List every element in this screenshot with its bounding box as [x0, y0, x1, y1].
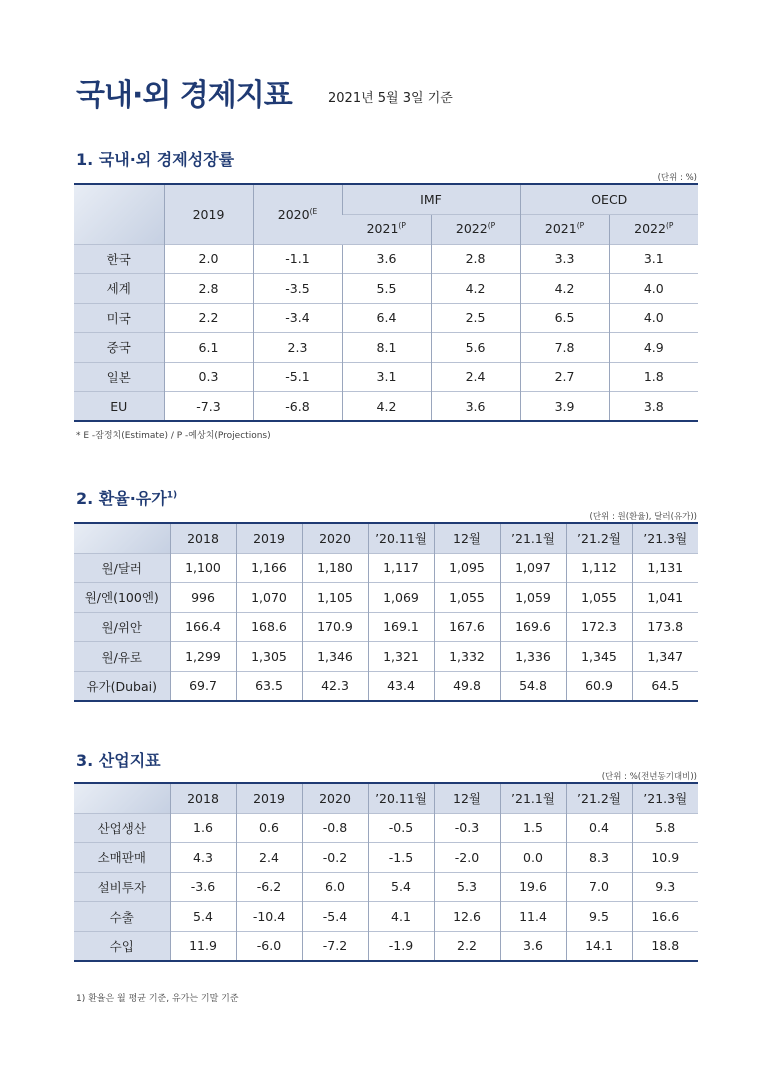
- table-cell: 0.6: [236, 813, 302, 843]
- col-header: ’21.3월: [632, 523, 698, 553]
- table-cell: 1,117: [368, 553, 434, 583]
- table-cell: 2.7: [520, 362, 609, 392]
- table-cell: 1,069: [368, 583, 434, 613]
- table-cell: 1,305: [236, 642, 302, 672]
- table-cell: 7.8: [520, 333, 609, 363]
- table-cell: -5.1: [253, 362, 342, 392]
- industry-row: [74, 843, 698, 873]
- row-header: 세계: [74, 274, 164, 304]
- row-header: 수출: [74, 902, 170, 932]
- growth-rate-table: [74, 183, 698, 422]
- table-cell: 1,321: [368, 642, 434, 672]
- table-cell: 1,105: [302, 583, 368, 613]
- table-cell: 168.6: [236, 612, 302, 642]
- table-cell: 6.5: [520, 303, 609, 333]
- table-cell: -2.0: [434, 843, 500, 873]
- table-cell: 0.3: [164, 362, 253, 392]
- table-cell: -5.4: [302, 902, 368, 932]
- table-cell: -6.8: [253, 392, 342, 422]
- table-cell: 1.6: [170, 813, 236, 843]
- col-header: 12월: [434, 783, 500, 813]
- table-cell: 18.8: [632, 931, 698, 961]
- table-cell: 5.4: [368, 872, 434, 902]
- section-3-title: 3. 산업지표: [76, 751, 161, 770]
- table-cell: 1,332: [434, 642, 500, 672]
- table-cell: 1.5: [500, 813, 566, 843]
- col-header: 2020: [302, 783, 368, 813]
- table-cell: 69.7: [170, 671, 236, 701]
- table-cell: 173.8: [632, 612, 698, 642]
- col-header: 2019: [236, 783, 302, 813]
- table-cell: 54.8: [500, 671, 566, 701]
- row-header: 원/엔(100엔): [74, 583, 170, 613]
- table-cell: 4.3: [170, 843, 236, 873]
- table-cell: 1,059: [500, 583, 566, 613]
- table-cell: 1,131: [632, 553, 698, 583]
- table-cell: 4.2: [342, 392, 431, 422]
- table-cell: 1,347: [632, 642, 698, 672]
- col-header-oecd: OECD: [520, 184, 698, 214]
- table-cell: 6.1: [164, 333, 253, 363]
- table-cell: 11.4: [500, 902, 566, 932]
- row-header: 원/위안: [74, 612, 170, 642]
- table-cell: 1,336: [500, 642, 566, 672]
- table-cell: 169.1: [368, 612, 434, 642]
- exchange-row: [74, 642, 698, 672]
- growth-row: [74, 392, 698, 422]
- table-cell: 11.9: [170, 931, 236, 961]
- table-cell: -1.5: [368, 843, 434, 873]
- table-cell: 172.3: [566, 612, 632, 642]
- table-cell: 2.4: [431, 362, 520, 392]
- table-cell: -0.5: [368, 813, 434, 843]
- col-header: ’21.1월: [500, 523, 566, 553]
- table-cell: 2.3: [253, 333, 342, 363]
- table-cell: 1,180: [302, 553, 368, 583]
- table-cell: 2.8: [164, 274, 253, 304]
- section-1-title: 1. 국내·외 경제성장률: [76, 150, 235, 169]
- table-cell: -0.2: [302, 843, 368, 873]
- table-cell: -7.2: [302, 931, 368, 961]
- growth-row: [74, 362, 698, 392]
- reference-date: 2021년 5월 3일 기준: [328, 91, 453, 106]
- table-cell: 4.0: [609, 274, 698, 304]
- table-cell: -3.6: [170, 872, 236, 902]
- row-header: 원/유로: [74, 642, 170, 672]
- table-cell: 3.6: [342, 244, 431, 274]
- table-cell: 3.8: [609, 392, 698, 422]
- col-header-2020: $2020^{(E}$: [253, 184, 342, 244]
- row-header: 설비투자: [74, 872, 170, 902]
- table-cell: 6.0: [302, 872, 368, 902]
- page-title: 국내·외 경제지표: [76, 78, 292, 113]
- table-cell: 166.4: [170, 612, 236, 642]
- growth-row: [74, 333, 698, 363]
- col-header-oecd-2021: $2021^{(P}$: [520, 214, 609, 244]
- col-header: ’21.2월: [566, 783, 632, 813]
- table-corner: [74, 184, 164, 244]
- table-cell: 42.3: [302, 671, 368, 701]
- industry-row: [74, 813, 698, 843]
- table-cell: 49.8: [434, 671, 500, 701]
- table-cell: 5.4: [170, 902, 236, 932]
- table-cell: -7.3: [164, 392, 253, 422]
- table-cell: 1,100: [170, 553, 236, 583]
- col-header-imf-2021: $2021^{(P}$: [342, 214, 431, 244]
- row-header: 한국: [74, 244, 164, 274]
- table-cell: 0.0: [500, 843, 566, 873]
- table-cell: 8.1: [342, 333, 431, 363]
- exchange-row: [74, 583, 698, 613]
- col-header: ’20.11월: [368, 523, 434, 553]
- row-header: 미국: [74, 303, 164, 333]
- table-cell: 1,299: [170, 642, 236, 672]
- section-1-note: * E -잠정치(Estimate) / P -예상치(Projections): [76, 431, 271, 441]
- table-cell: 3.9: [520, 392, 609, 422]
- table-cell: 64.5: [632, 671, 698, 701]
- col-header-imf: IMF: [342, 184, 520, 214]
- table-cell: 3.6: [431, 392, 520, 422]
- table-cell: 167.6: [434, 612, 500, 642]
- exchange-row: [74, 612, 698, 642]
- row-header: 산업생산: [74, 813, 170, 843]
- col-header: ’21.3월: [632, 783, 698, 813]
- table-cell: 170.9: [302, 612, 368, 642]
- table-cell: 1,095: [434, 553, 500, 583]
- row-header: 원/달러: [74, 553, 170, 583]
- table-cell: 8.3: [566, 843, 632, 873]
- table-cell: 4.2: [520, 274, 609, 304]
- col-header: 12월: [434, 523, 500, 553]
- col-header: ’20.11월: [368, 783, 434, 813]
- table-cell: 5.3: [434, 872, 500, 902]
- table-cell: 7.0: [566, 872, 632, 902]
- table-cell: 1,166: [236, 553, 302, 583]
- industry-row: [74, 931, 698, 961]
- table-cell: -6.2: [236, 872, 302, 902]
- row-header: 일본: [74, 362, 164, 392]
- table-cell: 3.1: [342, 362, 431, 392]
- table-cell: 14.1: [566, 931, 632, 961]
- table-cell: 1,097: [500, 553, 566, 583]
- table-cell: 4.9: [609, 333, 698, 363]
- col-header-2019: 2019: [164, 184, 253, 244]
- row-header: 소매판매: [74, 843, 170, 873]
- table-cell: 1,055: [434, 583, 500, 613]
- table-cell: 6.4: [342, 303, 431, 333]
- table-cell: 9.5: [566, 902, 632, 932]
- table-cell: 1,070: [236, 583, 302, 613]
- table-cell: 4.1: [368, 902, 434, 932]
- table-cell: -0.3: [434, 813, 500, 843]
- table-cell: 1,346: [302, 642, 368, 672]
- table-cell: 9.3: [632, 872, 698, 902]
- table-cell: 169.6: [500, 612, 566, 642]
- col-header-oecd-2022: $2022^{(P}$: [609, 214, 698, 244]
- table-cell: 2.2: [434, 931, 500, 961]
- table-cell: 2.4: [236, 843, 302, 873]
- section-2-unit: (단위 : 원(환율), 달러(유가)): [589, 512, 697, 522]
- footnote: 1) 환율은 월 평균 기준, 유가는 기말 기준: [76, 994, 239, 1004]
- table-cell: 5.6: [431, 333, 520, 363]
- table-cell: 12.6: [434, 902, 500, 932]
- row-header: 유가(Dubai): [74, 671, 170, 701]
- growth-row: [74, 244, 698, 274]
- table-cell: -10.4: [236, 902, 302, 932]
- table-cell: 3.6: [500, 931, 566, 961]
- growth-row: [74, 303, 698, 333]
- row-header: 수입: [74, 931, 170, 961]
- table-cell: -6.0: [236, 931, 302, 961]
- table-cell: 2.2: [164, 303, 253, 333]
- table-cell: -3.4: [253, 303, 342, 333]
- table-cell: 1.8: [609, 362, 698, 392]
- table-cell: 16.6: [632, 902, 698, 932]
- row-header: 중국: [74, 333, 164, 363]
- table-cell: 1,041: [632, 583, 698, 613]
- table-cell: -1.1: [253, 244, 342, 274]
- table-cell: 3.3: [520, 244, 609, 274]
- table-cell: 1,055: [566, 583, 632, 613]
- industry-indicator-table: [74, 782, 698, 962]
- table-cell: 43.4: [368, 671, 434, 701]
- exchange-rate-table: [74, 522, 698, 702]
- col-header: 2018: [170, 783, 236, 813]
- col-header: 2018: [170, 523, 236, 553]
- col-header: 2020: [302, 523, 368, 553]
- table-cell: 996: [170, 583, 236, 613]
- exchange-row: [74, 671, 698, 701]
- section-2-title: 2. 환율·유가$^{1)}$: [76, 489, 178, 508]
- footnote-marker: 1): [166, 490, 178, 501]
- table-cell: 60.9: [566, 671, 632, 701]
- table-cell: -1.9: [368, 931, 434, 961]
- table-cell: 63.5: [236, 671, 302, 701]
- table-cell: 1,112: [566, 553, 632, 583]
- table-cell: 2.5: [431, 303, 520, 333]
- row-header: EU: [74, 392, 164, 422]
- section-3-unit: (단위 : %(전년동기대비)): [601, 772, 697, 782]
- table-cell: 10.9: [632, 843, 698, 873]
- table-cell: 3.1: [609, 244, 698, 274]
- industry-row: [74, 902, 698, 932]
- growth-row: [74, 274, 698, 304]
- exchange-row: [74, 553, 698, 583]
- table-corner: [74, 523, 170, 553]
- table-cell: 0.4: [566, 813, 632, 843]
- col-header: 2019: [236, 523, 302, 553]
- table-cell: 4.2: [431, 274, 520, 304]
- table-cell: 2.0: [164, 244, 253, 274]
- section-1-unit: (단위 : %): [657, 173, 697, 183]
- table-cell: 5.5: [342, 274, 431, 304]
- table-cell: 1,345: [566, 642, 632, 672]
- col-header: ’21.2월: [566, 523, 632, 553]
- table-cell: -0.8: [302, 813, 368, 843]
- table-cell: 4.0: [609, 303, 698, 333]
- table-cell: 2.8: [431, 244, 520, 274]
- col-header: ’21.1월: [500, 783, 566, 813]
- table-corner: [74, 783, 170, 813]
- industry-row: [74, 872, 698, 902]
- table-cell: 19.6: [500, 872, 566, 902]
- table-cell: 5.8: [632, 813, 698, 843]
- col-header-imf-2022: $2022^{(P}$: [431, 214, 520, 244]
- table-cell: -3.5: [253, 274, 342, 304]
